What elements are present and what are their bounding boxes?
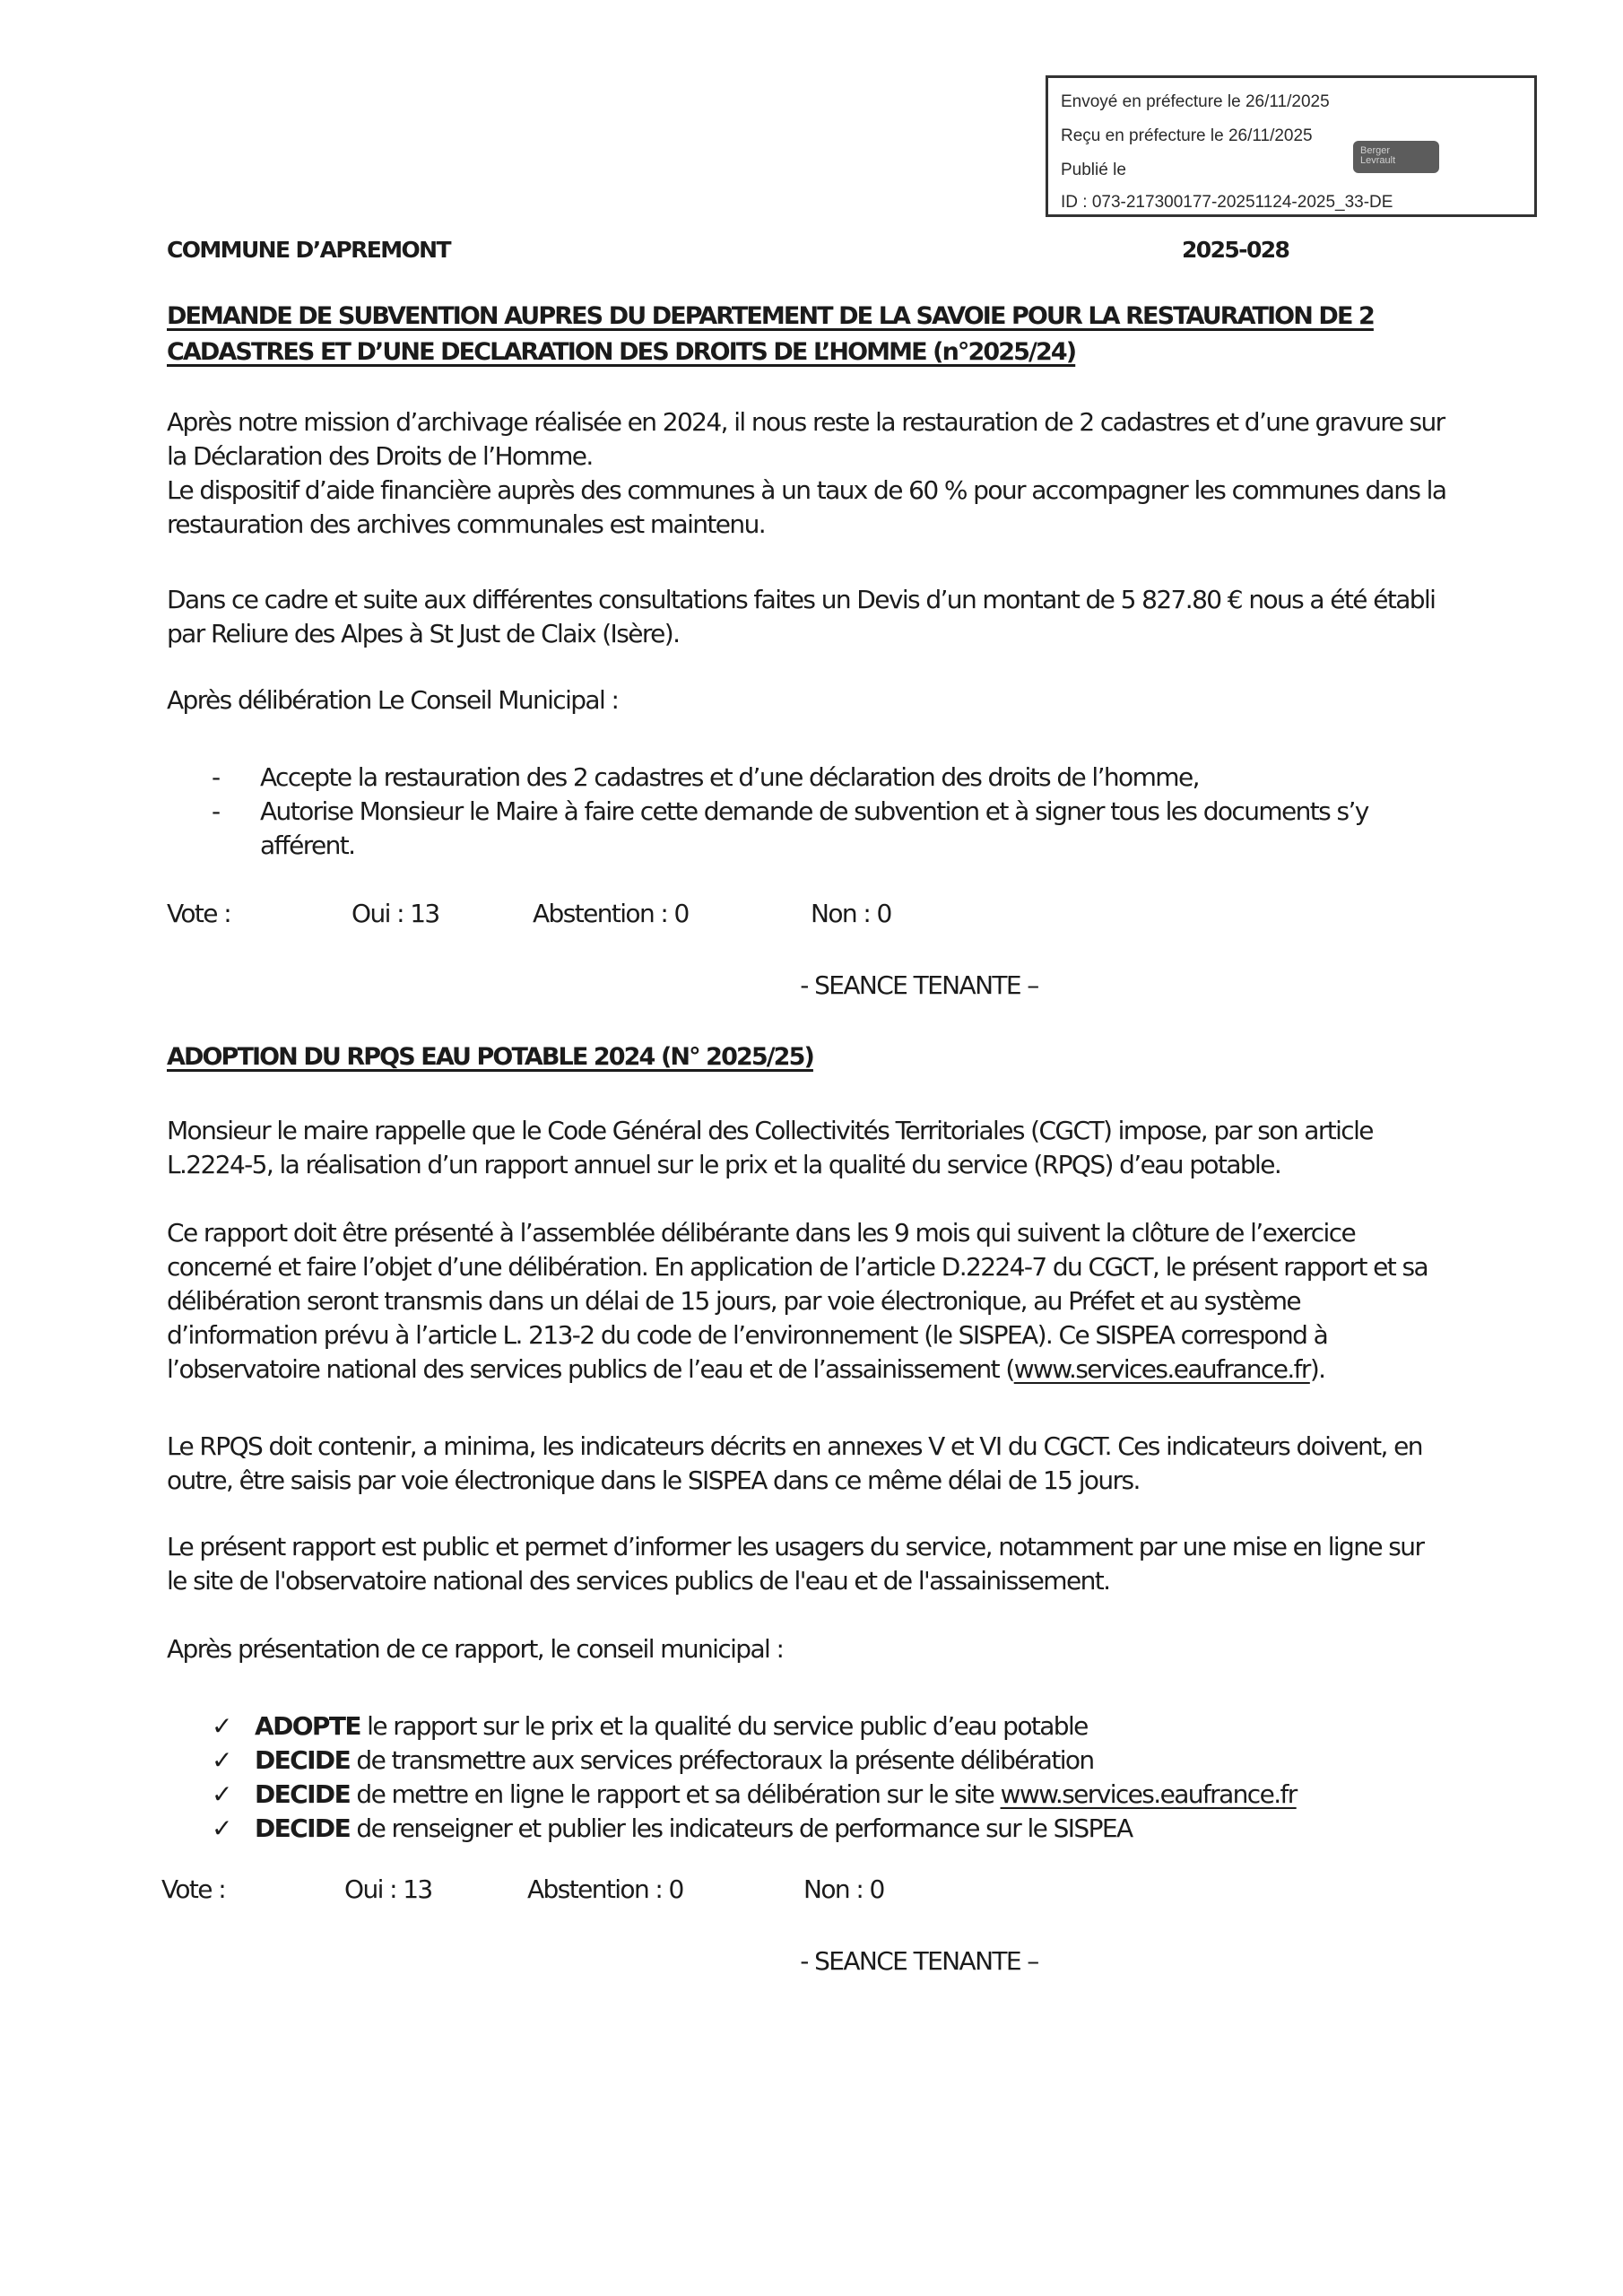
vote-label: Vote : <box>161 1874 226 1904</box>
section1-paragraph-3: Dans ce cadre et suite aux différentes consultations faites un Devis d’un montant de 5 827.80 € nous a été établi par Reliure des Alpes à St Just de Claix (Isère). <box>167 585 1436 648</box>
list-item <box>255 1709 1088 1744</box>
section2-paragraph-2 <box>167 1216 1449 1387</box>
checkmark-icon: ✓ <box>212 1711 231 1741</box>
commune-name: COMMUNE D’APREMONT <box>167 237 450 263</box>
list-item: Accepte la restauration des 2 cadastres et d’une déclaration des droits de l’homme, <box>260 762 1199 792</box>
list-item <box>255 1812 1133 1846</box>
stamp-sent-date: Envoyé en préfecture le 26/11/2025 <box>1061 92 1330 111</box>
decision-keyword: DECIDE <box>255 1813 351 1843</box>
paragraph-text: Ce rapport doit être présenté à l’assemblée délibérante dans les 9 mois qui suivent la clôture de l’exercice concerné et faire l’objet d’une délibération. En application de l’article D.2224-7 du CGCT, le présent rapport et sa délibération seront transmis dans un délai de 15 jours, par voie électronique, au Préfet et au système d’information prévu à l’article L. 213-2 du code de l’environnement (le SISPEA). Ce SISPEA correspond à l’observatoire national des services publics de l’eau et de l’assainissement ( <box>167 1218 1428 1384</box>
logo-text-2: Levrault <box>1360 155 1396 166</box>
stamp-id: ID : 073-217300177-20251124-2025_33-DE <box>1061 193 1393 212</box>
section1-seance-tenante: - SEANCE TENANTE – <box>800 970 1038 1000</box>
dash-bullet-icon: - <box>212 762 220 792</box>
list-item <box>255 1778 1297 1812</box>
section2-seance-tenante: - SEANCE TENANTE – <box>800 1946 1038 1976</box>
section1-title-line2: CADASTRES ET D’UNE DECLARATION DES DROITS DE L’HOMME (n°2025/24) <box>167 338 1076 366</box>
stamp-received-date: Reçu en préfecture le 26/11/2025 <box>1061 126 1313 145</box>
vote-no: Non : 0 <box>811 899 891 928</box>
vote-abstention: Abstention : 0 <box>533 899 689 928</box>
decision-keyword: DECIDE <box>255 1745 351 1775</box>
paragraph-end: ). <box>1309 1354 1325 1384</box>
vote-abstention: Abstention : 0 <box>527 1874 683 1904</box>
checkmark-icon: ✓ <box>212 1813 231 1843</box>
section2-intro: Après présentation de ce rapport, le conseil municipal : <box>167 1634 784 1664</box>
logo-text-1: Berger <box>1360 145 1391 156</box>
decision-text: le rapport sur le prix et la qualité du service public d’eau potable <box>360 1711 1088 1741</box>
dash-bullet-icon: - <box>212 796 220 826</box>
vote-no: Non : 0 <box>803 1874 884 1904</box>
vote-yes: Oui : 13 <box>352 899 439 928</box>
section1-title-line1: DEMANDE DE SUBVENTION AUPRES DU DEPARTEMENT DE LA SAVOIE POUR LA RESTAURATION DE 2 <box>167 302 1374 330</box>
vote-label: Vote : <box>167 899 231 928</box>
decision-text: de mettre en ligne le rapport et sa délibération sur le site <box>350 1779 1001 1809</box>
eaufrance-link[interactable]: www.services.eaufrance.fr <box>1000 1779 1297 1809</box>
section2-paragraph-1: Monsieur le maire rappelle que le Code Général des Collectivités Territoriales (CGCT) impose, par son article L.2224-5, la réalisation d’un rapport annuel sur le prix et la qualité du service (RPQS) d’eau potable. <box>167 1116 1373 1179</box>
decision-keyword: ADOPTE <box>255 1711 360 1741</box>
section2-paragraph-4: Le présent rapport est public et permet d’informer les usagers du service, notamment par une mise en ligne sur le site de l'observatoire national des services publics de l'eau et de l'assainissement. <box>167 1532 1424 1596</box>
deliberation-reference: 2025-028 <box>1182 237 1289 263</box>
checkmark-icon: ✓ <box>212 1745 231 1775</box>
stamp-published: Publié le <box>1061 161 1126 179</box>
eaufrance-link[interactable]: www.services.eaufrance.fr <box>1013 1354 1310 1384</box>
decision-text: de renseigner et publier les indicateurs de performance sur le SISPEA <box>350 1813 1133 1843</box>
section1-intro: Après délibération Le Conseil Municipal : <box>167 685 619 715</box>
vote-yes: Oui : 13 <box>344 1874 432 1904</box>
list-item: Autorise Monsieur le Maire à faire cette demande de subvention et à signer tous les documents s’y afférent. <box>260 796 1368 860</box>
section2-title: ADOPTION DU RPQS EAU POTABLE 2024 (N° 2025/25) <box>167 1043 813 1071</box>
section1-paragraph-1: Après notre mission d’archivage réalisée en 2024, il nous reste la restauration de 2 cadastres et d’une gravure sur la Déclaration des Droits de l’Homme. <box>167 407 1445 471</box>
decision-text: de transmettre aux services préfectoraux la présente délibération <box>350 1745 1094 1775</box>
berger-levrault-logo <box>1353 141 1439 173</box>
section2-paragraph-3: Le RPQS doit contenir, a minima, les indicateurs décrits en annexes V et VI du CGCT. Ces indicateurs doivent, en outre, être saisis par voie électronique dans le SISPEA dans ce même délai de 15 jours. <box>167 1431 1422 1495</box>
section1-paragraph-2: Le dispositif d’aide financière auprès des communes à un taux de 60 % pour accompagner les communes dans la restauration des archives communales est maintenu. <box>167 475 1446 539</box>
decision-keyword: DECIDE <box>255 1779 351 1809</box>
prefecture-stamp <box>1046 75 1537 217</box>
list-item <box>255 1744 1094 1778</box>
checkmark-icon: ✓ <box>212 1779 231 1809</box>
